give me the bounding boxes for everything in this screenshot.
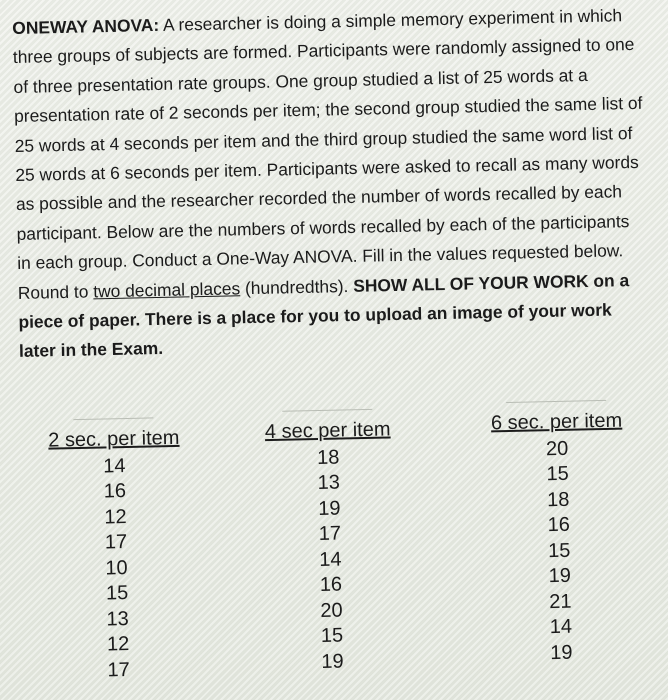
value-cell: 20 <box>545 437 569 460</box>
value-cell: 10 <box>105 556 128 579</box>
value-cell: 21 <box>548 590 572 613</box>
question-lead: ONEWAY ANOVA: <box>12 14 160 38</box>
rounding-emphasis: two decimal places <box>93 277 241 302</box>
column-rule <box>282 409 372 412</box>
value-cell: 19 <box>321 649 344 673</box>
value-cell: 19 <box>317 497 341 520</box>
value-cell: 18 <box>316 446 340 469</box>
value-cell: 18 <box>546 488 570 511</box>
value-cell: 19 <box>548 564 572 588</box>
value-cell: 14 <box>549 615 573 639</box>
value-cell: 14 <box>319 548 342 571</box>
column-header: 2 sec. per item <box>48 426 180 452</box>
group-column-4sec <box>252 408 408 676</box>
group-column-6sec <box>476 399 642 667</box>
work-instruction: SHOW ALL OF YOUR WORK on a piece of paper. There is a place for you to upload an image of your work later in the Exam. <box>18 269 630 362</box>
value-cell: 15 <box>320 624 344 647</box>
value-cell: 16 <box>103 480 127 503</box>
column-rule <box>506 400 606 403</box>
column-header: 6 sec. per item <box>490 409 623 435</box>
value-cell: 20 <box>320 599 343 622</box>
question-text <box>12 1 649 367</box>
value-cell: 13 <box>106 607 129 630</box>
value-cell: 17 <box>318 522 342 545</box>
value-cell: 19 <box>550 641 573 664</box>
data-table <box>30 387 656 690</box>
value-list <box>253 444 408 677</box>
value-list <box>477 435 642 668</box>
value-cell: 15 <box>105 581 129 605</box>
column-header: 4 sec per item <box>264 418 391 444</box>
column-rule <box>73 417 153 420</box>
value-cell: 16 <box>547 513 571 537</box>
value-cell: 13 <box>317 471 341 494</box>
value-list <box>39 452 194 685</box>
question-body-continued: (hundredths). <box>239 275 354 298</box>
question-body: A researcher is doing a simple memory experiment in which three groups of subjects are formed. Participants were randomly assigned to one of three presentation rate groups. One group studied a list of 25 words at a presentation rate of 2 seconds per item; the second group studied the same list of 25 words at 4 seconds per item and the third group studied the same word list of 25 words at 6 seconds per item. Participants were asked to recall as many words as possible and the researcher recorded the number of words recalled by each participant. Below are the numbers of words recalled by each of the participants in each group. Conduct a One-Way ANOVA. Fill in the values requested below. Round to <box>12 5 643 303</box>
value-cell: 15 <box>546 462 570 486</box>
value-cell: 17 <box>104 530 128 554</box>
value-cell: 17 <box>107 658 131 681</box>
group-column-2sec <box>38 417 194 685</box>
value-cell: 14 <box>103 454 126 477</box>
value-cell: 16 <box>319 573 343 596</box>
value-cell: 12 <box>106 632 130 656</box>
value-cell: 12 <box>104 505 127 528</box>
value-cell: 15 <box>547 539 571 562</box>
